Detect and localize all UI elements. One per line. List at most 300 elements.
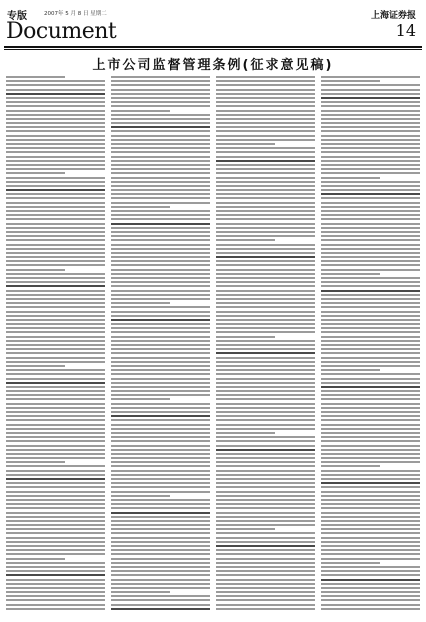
text-line-placeholder — [6, 369, 105, 371]
text-line-placeholder — [111, 419, 210, 421]
issue-date: 2007年 5 月 8 日 星期二 — [44, 11, 107, 17]
text-line-placeholder — [321, 549, 420, 551]
text-line-placeholder — [216, 365, 315, 367]
text-line-placeholder — [6, 260, 105, 262]
text-line-placeholder — [321, 558, 420, 560]
text-line-placeholder — [111, 277, 210, 279]
text-line-placeholder — [216, 277, 315, 279]
text-line-placeholder — [111, 256, 210, 258]
text-line-placeholder — [321, 235, 420, 237]
masthead — [4, 4, 422, 48]
text-line-placeholder — [111, 290, 210, 292]
text-line-placeholder — [111, 336, 210, 338]
text-line-placeholder — [321, 604, 420, 606]
text-line-placeholder — [111, 244, 210, 246]
text-line-placeholder — [321, 344, 420, 346]
text-line-placeholder — [111, 365, 210, 367]
text-line-placeholder — [321, 168, 420, 170]
text-line-placeholder — [6, 545, 105, 547]
text-line-placeholder — [216, 574, 315, 576]
text-line-placeholder — [321, 478, 420, 480]
text-line-placeholder — [321, 260, 420, 262]
text-line-placeholder — [111, 386, 210, 388]
text-line-placeholder — [111, 549, 210, 551]
text-line-placeholder — [216, 503, 315, 505]
text-line-placeholder — [6, 344, 105, 346]
text-line-placeholder — [216, 105, 315, 107]
text-line-placeholder — [111, 495, 170, 497]
text-line-placeholder — [321, 331, 420, 333]
text-line-placeholder — [321, 114, 420, 116]
text-line-placeholder — [6, 465, 105, 467]
text-line-placeholder — [216, 432, 275, 434]
text-line-placeholder — [6, 181, 105, 183]
text-line-placeholder — [216, 172, 315, 174]
text-line-placeholder — [216, 516, 315, 518]
text-line-placeholder — [321, 378, 420, 380]
text-line-placeholder — [321, 193, 420, 195]
text-line-placeholder — [6, 599, 105, 601]
text-line-placeholder — [6, 428, 105, 430]
text-line-placeholder — [111, 524, 210, 526]
text-line-placeholder — [6, 357, 105, 359]
text-line-placeholder — [6, 214, 105, 216]
text-line-placeholder — [216, 378, 315, 380]
text-line-placeholder — [321, 419, 420, 421]
text-line-placeholder — [321, 453, 420, 455]
text-line-placeholder — [216, 218, 315, 220]
text-line-placeholder — [111, 499, 210, 501]
text-line-placeholder — [321, 583, 420, 585]
text-line-placeholder — [6, 156, 105, 158]
text-line-placeholder — [111, 532, 210, 534]
text-column — [321, 76, 420, 616]
text-line-placeholder — [111, 478, 210, 480]
text-line-placeholder — [111, 378, 210, 380]
text-line-placeholder — [6, 193, 105, 195]
text-line-placeholder — [6, 608, 105, 610]
text-line-placeholder — [216, 269, 315, 271]
text-line-placeholder — [6, 306, 105, 308]
text-line-placeholder — [111, 407, 210, 409]
text-line-placeholder — [6, 147, 105, 149]
text-line-placeholder — [6, 151, 105, 153]
text-line-placeholder — [6, 319, 105, 321]
text-line-placeholder — [216, 193, 315, 195]
text-line-placeholder — [111, 252, 210, 254]
text-line-placeholder — [321, 591, 420, 593]
text-line-placeholder — [216, 114, 315, 116]
text-line-placeholder — [216, 419, 315, 421]
text-line-placeholder — [6, 311, 105, 313]
text-line-placeholder — [6, 373, 105, 375]
text-line-placeholder — [216, 315, 315, 317]
text-line-placeholder — [6, 591, 105, 593]
text-line-placeholder — [216, 553, 315, 555]
text-line-placeholder — [6, 352, 105, 354]
text-line-placeholder — [321, 507, 420, 509]
text-line-placeholder — [111, 306, 210, 308]
text-line-placeholder — [111, 474, 210, 476]
text-line-placeholder — [6, 206, 105, 208]
text-line-placeholder — [6, 553, 105, 555]
text-line-placeholder — [111, 110, 170, 112]
text-line-placeholder — [321, 252, 420, 254]
text-line-placeholder — [321, 553, 420, 555]
text-line-placeholder — [321, 524, 420, 526]
text-line-placeholder — [321, 294, 420, 296]
text-line-placeholder — [321, 486, 420, 488]
text-line-placeholder — [216, 331, 315, 333]
text-column — [111, 76, 210, 616]
text-line-placeholder — [111, 457, 210, 459]
text-line-placeholder — [6, 105, 105, 107]
text-line-placeholder — [111, 482, 210, 484]
text-line-placeholder — [111, 461, 210, 463]
text-line-placeholder — [6, 76, 65, 78]
text-column — [6, 76, 105, 616]
text-line-placeholder — [111, 323, 210, 325]
text-line-placeholder — [111, 164, 210, 166]
text-line-placeholder — [111, 214, 210, 216]
text-line-placeholder — [111, 507, 210, 509]
text-line-placeholder — [321, 244, 420, 246]
text-line-placeholder — [216, 436, 315, 438]
text-line-placeholder — [321, 608, 420, 610]
text-line-placeholder — [321, 281, 420, 283]
text-line-placeholder — [111, 273, 210, 275]
text-line-placeholder — [6, 570, 105, 572]
text-line-placeholder — [321, 365, 420, 367]
text-line-placeholder — [321, 403, 420, 405]
text-line-placeholder — [111, 398, 170, 400]
text-line-placeholder — [6, 415, 105, 417]
text-line-placeholder — [6, 89, 105, 91]
text-line-placeholder — [216, 122, 315, 124]
text-line-placeholder — [321, 105, 420, 107]
text-line-placeholder — [6, 290, 105, 292]
text-line-placeholder — [6, 482, 105, 484]
text-line-placeholder — [321, 130, 420, 132]
text-line-placeholder — [6, 172, 65, 174]
masthead-rule — [4, 46, 422, 48]
text-line-placeholder — [321, 80, 380, 82]
text-line-placeholder — [6, 189, 105, 191]
text-line-placeholder — [6, 503, 105, 505]
text-line-placeholder — [6, 235, 105, 237]
text-line-placeholder — [216, 599, 315, 601]
text-line-placeholder — [321, 336, 420, 338]
text-line-placeholder — [111, 491, 210, 493]
text-line-placeholder — [321, 528, 420, 530]
text-line-placeholder — [216, 579, 315, 581]
text-line-placeholder — [321, 407, 420, 409]
text-line-placeholder — [321, 470, 420, 472]
text-line-placeholder — [111, 118, 210, 120]
text-line-placeholder — [6, 403, 105, 405]
text-line-placeholder — [6, 331, 105, 333]
text-line-placeholder — [216, 118, 315, 120]
text-line-placeholder — [111, 428, 210, 430]
text-line-placeholder — [111, 357, 210, 359]
text-line-placeholder — [111, 424, 210, 426]
text-line-placeholder — [216, 348, 315, 350]
text-line-placeholder — [111, 440, 210, 442]
text-line-placeholder — [321, 457, 420, 459]
text-line-placeholder — [6, 549, 105, 551]
text-line-placeholder — [111, 579, 210, 581]
text-line-placeholder — [216, 449, 315, 451]
text-line-placeholder — [216, 566, 315, 568]
text-line-placeholder — [321, 436, 420, 438]
text-line-placeholder — [216, 340, 315, 342]
text-line-placeholder — [111, 139, 210, 141]
text-line-placeholder — [216, 248, 315, 250]
text-line-placeholder — [6, 365, 65, 367]
text-line-placeholder — [216, 478, 315, 480]
text-line-placeholder — [216, 214, 315, 216]
text-line-placeholder — [216, 512, 315, 514]
text-line-placeholder — [6, 244, 105, 246]
text-line-placeholder — [111, 382, 210, 384]
text-line-placeholder — [216, 604, 315, 606]
text-line-placeholder — [216, 319, 315, 321]
text-line-placeholder — [321, 311, 420, 313]
text-column — [216, 76, 315, 616]
text-line-placeholder — [216, 139, 315, 141]
text-line-placeholder — [321, 118, 420, 120]
text-line-placeholder — [6, 436, 105, 438]
text-line-placeholder — [111, 294, 210, 296]
text-line-placeholder — [321, 532, 420, 534]
text-line-placeholder — [216, 482, 315, 484]
text-line-placeholder — [216, 181, 315, 183]
text-line-placeholder — [216, 357, 315, 359]
text-line-placeholder — [6, 532, 105, 534]
text-line-placeholder — [111, 160, 210, 162]
text-line-placeholder — [216, 457, 315, 459]
text-line-placeholder — [111, 574, 210, 576]
text-line-placeholder — [216, 491, 315, 493]
text-line-placeholder — [111, 285, 210, 287]
text-line-placeholder — [6, 520, 105, 522]
text-line-placeholder — [111, 520, 210, 522]
text-line-placeholder — [111, 352, 210, 354]
text-line-placeholder — [6, 336, 105, 338]
text-line-placeholder — [321, 361, 420, 363]
text-line-placeholder — [111, 566, 210, 568]
text-line-placeholder — [216, 168, 315, 170]
text-line-placeholder — [111, 373, 210, 375]
text-line-placeholder — [321, 218, 420, 220]
text-line-placeholder — [111, 512, 210, 514]
text-line-placeholder — [6, 122, 105, 124]
text-line-placeholder — [216, 595, 315, 597]
text-line-placeholder — [111, 449, 210, 451]
text-line-placeholder — [321, 449, 420, 451]
text-line-placeholder — [6, 486, 105, 488]
text-line-placeholder — [111, 331, 210, 333]
text-line-placeholder — [111, 84, 210, 86]
text-line-placeholder — [111, 93, 210, 95]
text-line-placeholder — [6, 474, 105, 476]
text-line-placeholder — [6, 264, 105, 266]
text-line-placeholder — [6, 256, 105, 258]
text-line-placeholder — [321, 516, 420, 518]
text-line-placeholder — [216, 260, 315, 262]
text-line-placeholder — [6, 382, 105, 384]
text-line-placeholder — [111, 562, 210, 564]
text-line-placeholder — [321, 160, 420, 162]
text-line-placeholder — [321, 143, 420, 145]
text-line-placeholder — [216, 189, 315, 191]
text-line-placeholder — [6, 93, 105, 95]
text-line-placeholder — [111, 218, 210, 220]
text-line-placeholder — [321, 512, 420, 514]
text-line-placeholder — [111, 361, 210, 363]
text-line-placeholder — [111, 595, 210, 597]
text-line-placeholder — [6, 491, 105, 493]
text-line-placeholder — [111, 177, 210, 179]
text-line-placeholder — [111, 147, 210, 149]
text-line-placeholder — [111, 553, 210, 555]
text-line-placeholder — [6, 168, 105, 170]
text-line-placeholder — [216, 549, 315, 551]
text-line-placeholder — [216, 570, 315, 572]
text-line-placeholder — [6, 348, 105, 350]
text-line-placeholder — [216, 185, 315, 187]
text-line-placeholder — [6, 323, 105, 325]
text-line-placeholder — [321, 139, 420, 141]
text-line-placeholder — [216, 361, 315, 363]
text-line-placeholder — [321, 541, 420, 543]
text-line-placeholder — [111, 340, 210, 342]
text-line-placeholder — [321, 122, 420, 124]
text-line-placeholder — [216, 311, 315, 313]
text-line-placeholder — [6, 139, 105, 141]
text-line-placeholder — [6, 587, 105, 589]
text-line-placeholder — [6, 340, 105, 342]
text-line-placeholder — [216, 84, 315, 86]
text-line-placeholder — [111, 193, 210, 195]
article-headline: 上市公司监督管理条例(征求意见稿) — [92, 58, 334, 73]
text-line-placeholder — [216, 608, 315, 610]
text-line-placeholder — [6, 579, 105, 581]
text-line-placeholder — [216, 453, 315, 455]
text-line-placeholder — [6, 239, 105, 241]
text-line-placeholder — [111, 327, 210, 329]
text-line-placeholder — [321, 156, 420, 158]
text-line-placeholder — [321, 398, 420, 400]
text-line-placeholder — [6, 562, 105, 564]
text-line-placeholder — [321, 482, 420, 484]
text-line-placeholder — [111, 604, 210, 606]
text-line-placeholder — [111, 206, 170, 208]
text-line-placeholder — [111, 503, 210, 505]
text-line-placeholder — [111, 369, 210, 371]
text-line-placeholder — [321, 197, 420, 199]
text-line-placeholder — [321, 352, 420, 354]
text-line-placeholder — [216, 197, 315, 199]
text-line-placeholder — [321, 302, 420, 304]
text-line-placeholder — [111, 80, 210, 82]
text-line-placeholder — [216, 231, 315, 233]
text-line-placeholder — [216, 202, 315, 204]
text-line-placeholder — [321, 415, 420, 417]
text-line-placeholder — [216, 587, 315, 589]
text-line-placeholder — [216, 398, 315, 400]
text-line-placeholder — [321, 285, 420, 287]
text-line-placeholder — [6, 558, 65, 560]
text-line-placeholder — [111, 453, 210, 455]
text-line-placeholder — [6, 440, 105, 442]
text-line-placeholder — [321, 348, 420, 350]
text-line-placeholder — [6, 424, 105, 426]
text-line-placeholder — [321, 264, 420, 266]
text-line-placeholder — [111, 470, 210, 472]
text-line-placeholder — [6, 541, 105, 543]
text-line-placeholder — [111, 223, 210, 225]
text-line-placeholder — [111, 608, 210, 610]
text-line-placeholder — [6, 84, 105, 86]
text-line-placeholder — [111, 298, 210, 300]
text-line-placeholder — [321, 424, 420, 426]
text-line-placeholder — [6, 80, 105, 82]
text-line-placeholder — [216, 160, 315, 162]
text-line-placeholder — [6, 160, 105, 162]
text-line-placeholder — [321, 440, 420, 442]
text-line-placeholder — [6, 453, 105, 455]
text-line-placeholder — [6, 445, 105, 447]
text-line-placeholder — [321, 545, 420, 547]
text-line-placeholder — [216, 486, 315, 488]
text-line-placeholder — [6, 507, 105, 509]
text-line-placeholder — [321, 185, 420, 187]
text-line-placeholder — [111, 302, 170, 304]
text-line-placeholder — [216, 76, 315, 78]
text-line-placeholder — [6, 281, 105, 283]
text-line-placeholder — [321, 189, 420, 191]
text-line-placeholder — [321, 256, 420, 258]
text-line-placeholder — [321, 84, 420, 86]
text-line-placeholder — [216, 93, 315, 95]
text-line-placeholder — [6, 197, 105, 199]
text-line-placeholder — [216, 156, 315, 158]
text-line-placeholder — [216, 290, 315, 292]
text-line-placeholder — [216, 528, 275, 530]
text-line-placeholder — [6, 285, 105, 287]
text-line-placeholder — [321, 93, 420, 95]
text-line-placeholder — [321, 269, 420, 271]
text-line-placeholder — [216, 101, 315, 103]
text-line-placeholder — [6, 97, 105, 99]
text-line-placeholder — [216, 239, 275, 241]
text-line-placeholder — [111, 311, 210, 313]
text-line-placeholder — [321, 101, 420, 103]
text-line-placeholder — [216, 130, 315, 132]
text-line-placeholder — [111, 181, 210, 183]
text-line-placeholder — [321, 465, 380, 467]
text-line-placeholder — [216, 591, 315, 593]
text-line-placeholder — [321, 599, 420, 601]
text-line-placeholder — [216, 386, 315, 388]
text-line-placeholder — [216, 352, 315, 354]
text-line-placeholder — [216, 541, 315, 543]
text-line-placeholder — [6, 419, 105, 421]
text-line-placeholder — [111, 151, 210, 153]
text-line-placeholder — [111, 122, 210, 124]
text-line-placeholder — [6, 118, 105, 120]
